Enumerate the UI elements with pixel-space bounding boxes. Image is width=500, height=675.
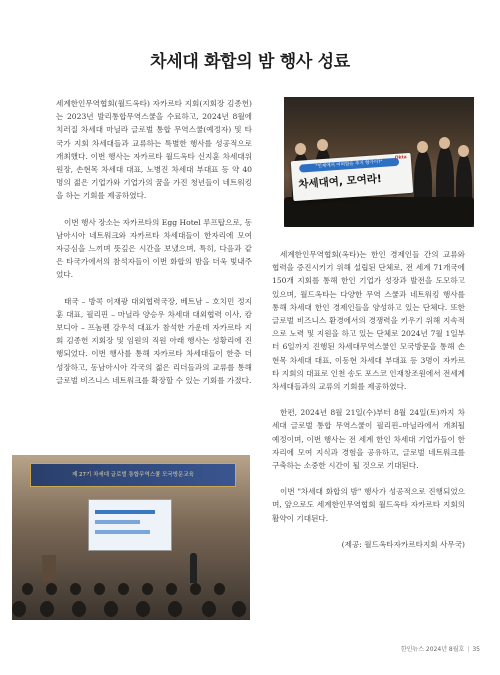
event-banner (291, 153, 413, 201)
page-number: 35 (472, 646, 480, 653)
paragraph: 세계한인무역협회(옥타)는 한인 경제인들 간의 교류와 협력을 증진시키기 위해 설립된 단체로, 전 세계 71개국에 150개 지회를 통해 한인 기업가 성장과 발전을 도모하고 있으며, 월드옥타는 다양한 무역 스쿨과 네트워킹 행사를 통해 차세대 한인 경제인들을 양성하고 있는 단체다. 또한 글로벌 비즈니스 환경에서의 경쟁력을 키우기 위해 지속적으로 노력 및 지원을 하고 있는 단체로 2024년 7월 1일부터 6일까지 진행된 차세대무역스쿨인 모국방문을 통해 손현목 차세대 대표, 이동현 차세대 부대표 등 3명이 자카르타 지회의 대표로 인천 송도 포스코 인재창조원에서 전세계 차세대들과의 교류의 기회를 제공하였다. (272, 250, 465, 392)
paragraph: 한편, 2024년 8월 21일(수)부터 8월 24일(토)까지 차세대 글로벌 통합 무역스쿨이 필리핀–마닐라에서 개최될 예정이며, 이번 행사는 전 세계 한인 차세대 기업가들이 한자리에 모여 지식과 경험을 공유하고, 글로벌 네트워크를 구축하는 소중한 시간이 될 것으로 기대된다. (272, 408, 465, 471)
speaker (190, 553, 197, 583)
auditorium-photo (12, 455, 250, 620)
footer-divider: | (467, 646, 470, 653)
page-footer (340, 644, 480, 653)
stage-banner: 제 27기 차세대 글로벌 통합무역스쿨 모국방문교육 (30, 463, 236, 487)
paragraph: 이번 행사 장소는 자카르타의 Egg Hotel 루프탑으로, 동남아시아 네트워크와 자카르타 차세대들이 한자리에 모여 자긍심을 느끼며 뜻깊은 시간을 보냈으며, 특히, 다음과 같은 타국가에서의 참석자들이 이번 화합의 밤을 더욱 빛내주었다. (56, 217, 252, 280)
article-title: 차세대 화합의 밤 행사 성료 (150, 52, 350, 72)
paragraph: 이번 "차세대 화합의 밤" 행사가 성공적으로 진행되었으며, 앞으로도 세계한인무역협회 월드옥타 자카르타 지회의 활약이 기대된다. (272, 487, 465, 523)
paragraph: 세계한인무역협회(월드옥타) 자카르타 지회(지회장 김종헌)는 2023년 발리통합무역스쿨을 수료하고, 2024년 8월에 치러질 차세대 마닐라 글로벌 통합 무역스쿨(예정자) 및 타국가 지회 차세대들과 교류하는 특별한 행사를 성공적으로 개최했다. 이번 행사는 자카르타 월드옥타 신지훈 차세대위원장, 손현목 차세대 대표, 노병진 차세대 부대표 등 약 40명의 젊은 기업가와 기업가의 꿈을 가진 청년들이 네트워킹을 하는 기회를 제공하였다. (56, 99, 252, 201)
left-column (56, 97, 252, 400)
banner-logo: Okta (394, 155, 407, 161)
podium (42, 555, 56, 581)
presentation-screen (88, 499, 172, 551)
right-column (272, 248, 465, 564)
paragraph: 태국 – 방콕 이재광 대외협력국장, 베트남 – 호치민 정지훈 대표, 필리핀 – 마닐라 양승우 차세대 대외협력 이사, 캄보디아 – 프놈펜 강우석 대표가 참석한 가운데 자카르타 지회 김종헌 지회장 및 임원의 직원 아래 행사는 성황리에 진행되었다. 이번 행사를 통해 자카르타 차세대들이 한층 더 성장하고, 동남아시아 각국의 젊은 리더들과의 교류를 통해 글로벌 비즈니스 네트워크를 확장할 수 있는 기회를 가졌다. (56, 296, 252, 385)
banner-slogan: 차세대여, 모여라! (297, 172, 383, 191)
group-photo (284, 97, 474, 227)
banner-subtitle: "인재에서 어떠함을 추지 향가이?" (299, 158, 399, 173)
credit-line: (제공: 월드옥타자카르타지회 사무국) (341, 539, 465, 549)
publication-name: 한인뉴스 2024년 8월호 (400, 646, 465, 653)
